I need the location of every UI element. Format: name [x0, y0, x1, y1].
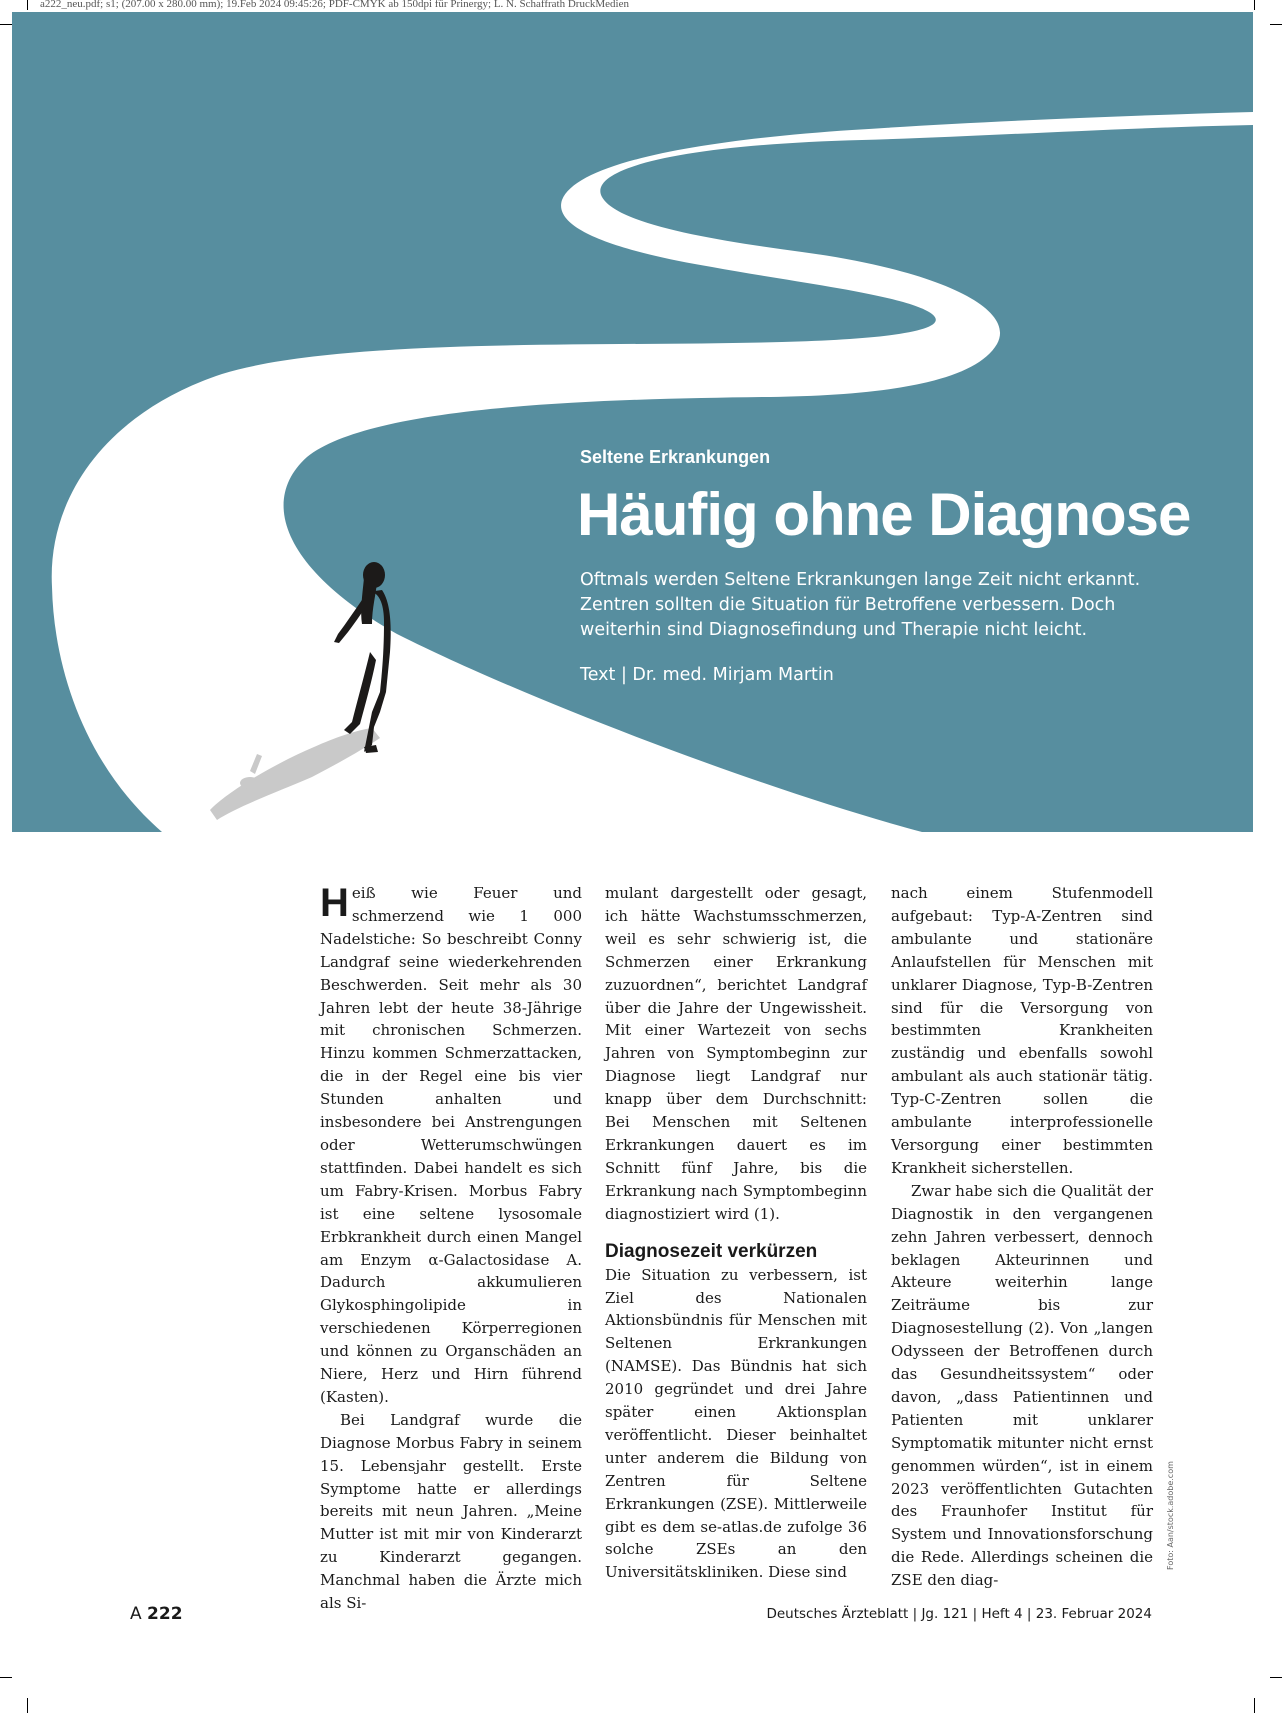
paragraph: Zwar habe sich die Qualität der Diagnostik in den vergangenen zehn Jahren verbessert, dennoch beklagen Akteurinnen und Akteure weiterhin lange Zeiträume bis zur Diagnosestellung (2). Von „langen Odysseen der Betroffenen durch das Gesundheitssystem“ oder davon, „dass Patientinnen und Patienten mit unklarer Symptomatik mitunter nicht ernst genommen würden“, ist in einem 2023 veröffentlichten Gutachten des Fraunhofer Institut für System und Innovationsforschung die Rede. Allerdings scheinen die ZSE den diag-	[891, 1181, 1153, 1590]
winding-path-illustration	[12, 12, 1253, 832]
crop-mark	[0, 24, 12, 25]
crop-mark	[1270, 1677, 1282, 1678]
hero-illustration	[12, 12, 1253, 832]
article-headline: Häufig ohne Diagnose	[577, 481, 1191, 548]
page-prefix: A	[130, 1604, 142, 1624]
journal-citation: Deutsches Ärzteblatt | Jg. 121 | Heft 4 | 23. Februar 2024	[766, 1606, 1152, 1622]
page-number	[130, 1604, 183, 1624]
section-subheading: Diagnosezeit verkürzen	[605, 1240, 818, 1262]
photo-credit-text: Foto: Aan/stock.adobe.com	[1166, 1461, 1175, 1570]
winding-path	[52, 112, 1253, 832]
paragraph-text: eiß wie Feuer und schmerzend wie 1 000 Nadelstiche: So beschreibt Conny Landgraf seine wiederkehrenden Beschwerden. Seit mehr als 30 Jahren lebt der heute 38-Jährige mit chronischen Schmerzen. Hinzu kommen Schmerzattacken, die in der Regel eine bis vier Stunden anhalten und insbesondere bei Anstrengungen oder Wetterumschwüngen stattfinden. Dabei handelt es sich um Fabry-Krisen. Morbus Fabry ist eine seltene lysosomale Erbkrankheit durch einen Mangel am Enzym α-Galactosidase A. Dadurch akkumulieren Glykosphingolipide in verschiedenen Körperregionen und können zu Organschäden an Niere, Herz und Hirn führend (Kasten).	[320, 884, 582, 1406]
paragraph: Die Situation zu verbessern, ist Ziel des Nationalen Aktionsbündnis für Menschen mit Seltenen Erkrankungen (NAMSE). Das Bündnis hat sich 2010 gegründet und drei Jahre später einen Aktionsplan veröffentlicht. Dieser beinhaltet unter anderem die Bildung von Zentren für Seltene Erkrankungen (ZSE). Mittlerweile gibt es dem se-atlas.de zufolge 36 solche ZSEs an den Universitätskliniken. Diese sind	[605, 1265, 867, 1582]
article-column-2	[605, 882, 867, 1584]
article-deck: Oftmals werden Seltene Erkrankungen lange Zeit nicht erkannt. Zentren sollten die Situation für Betroffene verbessern. Doch weiterhin sind Diagnosefindung und Therapie nicht leicht.	[580, 570, 1141, 640]
drop-cap: H	[320, 881, 349, 925]
crop-mark	[0, 1677, 12, 1678]
crop-mark	[27, 0, 28, 10]
photo-credit	[1166, 1461, 1176, 1570]
page-number-value: 222	[147, 1604, 183, 1624]
paragraph	[320, 882, 582, 1409]
printer-slug: a222_neu.pdf; s1; (207.00 x 280.00 mm); 19.Feb 2024 09:45:26; PDF-CMYK ab 150dpi für Prinergy; L. N. Schaffrath DruckMedien	[40, 0, 629, 10]
article-byline: Text | Dr. med. Mirjam Martin	[580, 665, 834, 685]
crop-mark	[1270, 24, 1282, 25]
article-column-3	[891, 882, 1153, 1592]
paragraph: nach einem Stufenmodell aufgebaut: Typ-A-Zentren sind ambulante und stationäre Anlaufstellen für Menschen mit unklarer Diagnose, Typ-B-Zentren sind für die Versorgung von bestimmten Krankheiten zuständig und ebenfalls sowohl ambulant als auch stationär tätig. Typ-C-Zentren sollen die ambulante interprofessionelle Versorgung einer bestimmten Krankheit sicherstellen.	[891, 884, 1153, 1177]
paragraph: mulant dargestellt oder gesagt, ich hätte Wachstumsschmerzen, weil es sehr schwierig ist, die Schmerzen einer Erkrankung zuzuordnen“, berichtet Landgraf über die Jahre der Ungewissheit. Mit einer Wartezeit von sechs Jahren von Symptombeginn zur Diagnose liegt Landgraf nur knapp über dem Durchschnitt: Bei Menschen mit Seltenen Erkrankungen dauert es im Schnitt fünf Jahre, bis die Erkrankung nach Symptombeginn diagnostiziert wird (1).	[605, 884, 867, 1223]
crop-mark	[1254, 1698, 1255, 1713]
paragraph: Bei Landgraf wurde die Diagnose Morbus Fabry in seinem 15. Lebensjahr gestellt. Erste Symptome hatte er allerdings bereits mit neun Jahren. „Meine Mutter ist mit mir von Kinderarzt zu Kinderarzt gegangen. Manchmal haben die Ärzte mich als Si-	[320, 1410, 582, 1613]
crop-mark	[1254, 0, 1255, 10]
article-column-1	[320, 882, 582, 1615]
crop-mark	[27, 1698, 28, 1713]
article-kicker: Seltene Erkrankungen	[580, 447, 771, 467]
